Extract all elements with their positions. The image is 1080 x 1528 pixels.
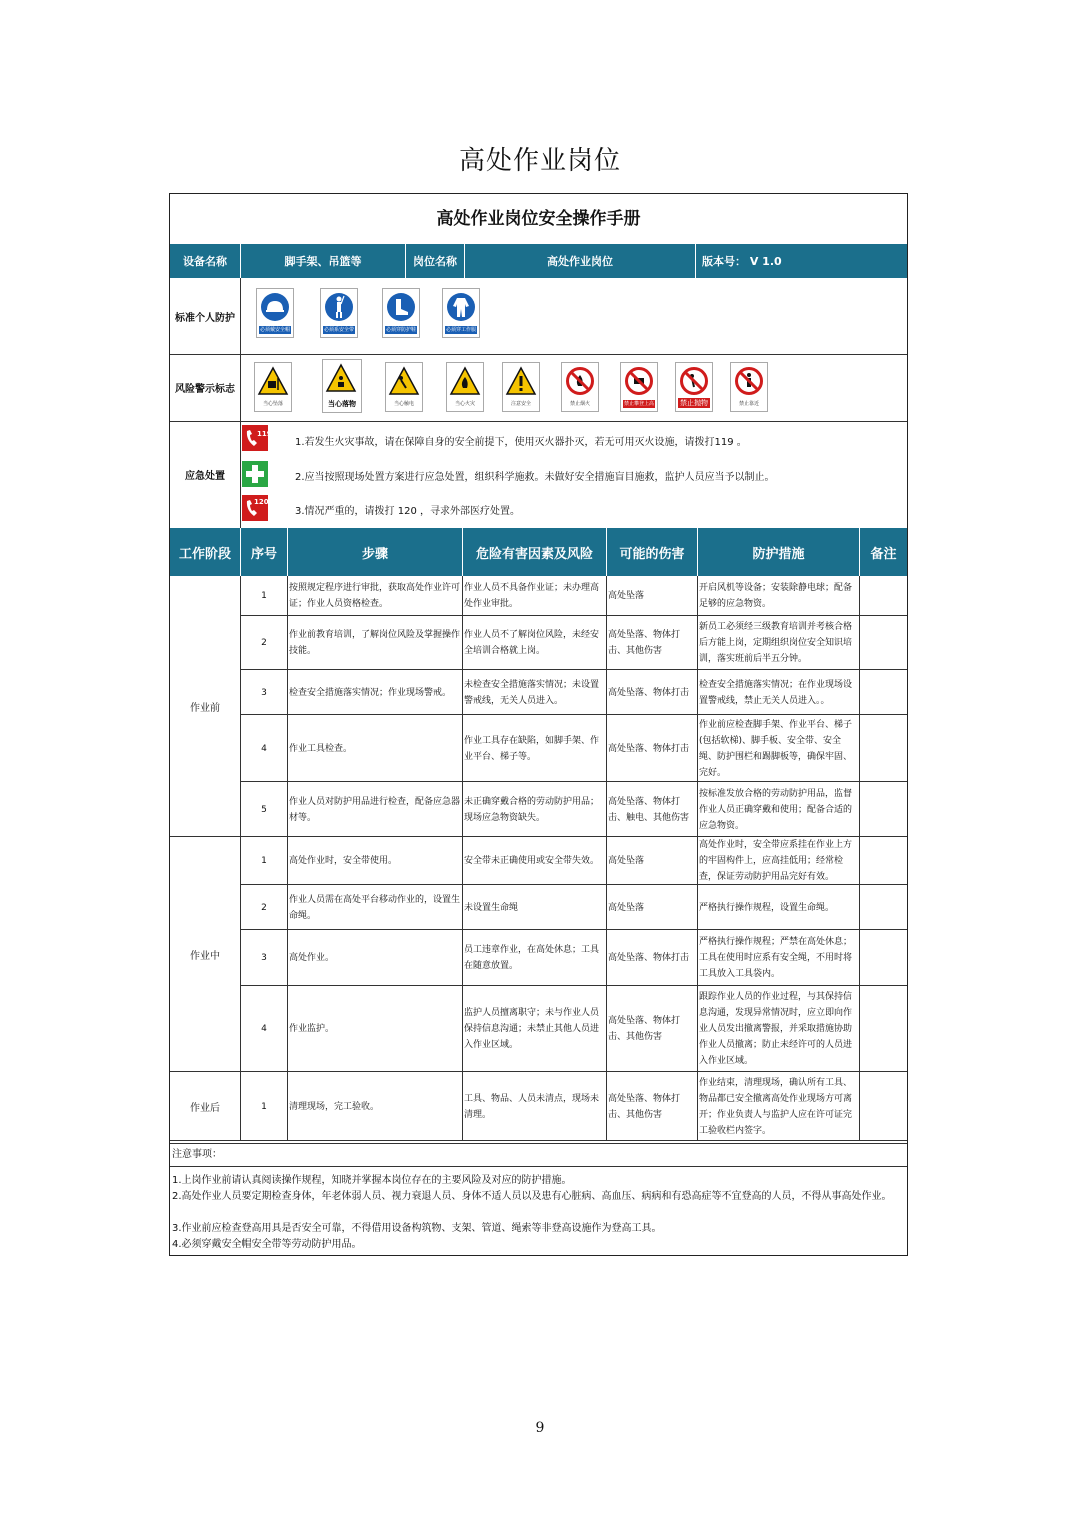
cell-step: 作业人员需在高处平台移动作业的，设置生命绳。 [289, 894, 461, 921]
manual-sheet [169, 193, 908, 1256]
notes-item: 3.作业前应检查登高用具是否安全可靠，不得借用设备构筑物、支架、管道、绳索等非登高设施作为登高工具。 [172, 1223, 662, 1234]
emergency-item-rescue: 2.应当按照现场处置方案进行应急处置，组织科学施救。未做好安全措施盲目施救，监护人员应当予以制止。 [295, 472, 775, 483]
first-aid-cross-icon [242, 461, 268, 487]
cell-measure: 作业结束，清理现场，确认所有工具、物品都已安全撤离高处作业现场方可离开；作业负责人与监护人应在许可证完工验收栏内签字。 [699, 1077, 853, 1136]
table-row [170, 782, 907, 837]
cell-note [860, 782, 907, 837]
cell-no: 3 [261, 687, 267, 698]
forklift-warning-icon: 当心坠落 [254, 362, 292, 412]
emergency-label: 应急处置 [185, 471, 225, 482]
svg-text:119: 119 [257, 430, 272, 438]
table-row [170, 670, 907, 715]
phone-120-icon [242, 495, 268, 521]
emergency-row [170, 421, 907, 528]
cell-note [860, 930, 907, 986]
svg-text:120: 120 [254, 498, 269, 506]
table-row [170, 885, 907, 930]
cell-no: 1 [261, 591, 267, 601]
table-row [170, 576, 907, 616]
table-header-row [170, 528, 907, 576]
table-row [170, 715, 907, 782]
col-hazard: 危险有害因素及风险 [475, 546, 593, 562]
cell-harm: 高处坠落、物体打击 [608, 687, 690, 698]
warning-label: 风险警示标志 [175, 384, 235, 395]
version-label: 版本号： V 1.0 [702, 255, 782, 268]
cell-no: 4 [261, 1024, 267, 1034]
cell-step: 作业监护。 [289, 1024, 335, 1034]
col-note: 备注 [870, 546, 897, 562]
cell-harm: 高处坠落、物体打击、触电、其他伤害 [608, 796, 690, 823]
notes-item: 2.高处作业人员要定期检查身体，年老体弱人员、视力衰退人员、身体不适人员以及患有心脏病、高血压、病病和有恐高症等不宜登高的人员，不得从事高处作业。 [172, 1191, 892, 1202]
cell-note [860, 837, 907, 885]
cell-hazard: 安全带未正确使用或安全带失效。 [464, 856, 600, 866]
cell-step: 高处作业时，安全带使用。 [289, 856, 398, 866]
cell-measure: 新员工必须经三级教育培训并考核合格后方能上岗，定期组织岗位安全知识培训，落实班前后半五分钟。 [699, 622, 853, 664]
manual-title: 高处作业岗位安全操作手册 [436, 209, 641, 229]
cell-note [860, 576, 907, 616]
no-climbing-icon: 禁止攀登上高 [620, 362, 658, 412]
cell-harm: 高处坠落、物体打击、其他伤害 [608, 630, 681, 656]
cell-harm: 高处坠落、物体打击 [608, 743, 690, 754]
no-throwing-icon: 禁止抛物 [675, 362, 713, 412]
cell-harm: 高处坠落、物体打击、其他伤害 [608, 1016, 681, 1042]
page-number: 9 [535, 1420, 545, 1436]
table-row [170, 1072, 907, 1141]
equipment-value: 脚手架、吊篮等 [284, 255, 362, 268]
ppe-label: 标准个人防护 [175, 312, 235, 324]
cell-no: 2 [261, 902, 267, 913]
stage-label: 作业前 [190, 703, 220, 714]
stage-label: 作业后 [190, 1103, 220, 1114]
notes-item: 1.上岗作业前请认真阅读操作规程，知晓并掌握本岗位存在的主要风险及对应的防护措施。 [172, 1175, 572, 1186]
cell-no: 3 [261, 953, 267, 963]
safety-harness-icon: 必须系安全带 [320, 288, 358, 338]
no-entry-icon: 禁止靠近 [730, 362, 768, 412]
cell-hazard: 未正确穿戴合格的劳动防护用品；现场应急物资缺失。 [464, 796, 600, 823]
phone-119-icon [242, 425, 272, 451]
cell-measure: 开启风机等设备；安装除静电球；配备足够的应急物资。 [699, 583, 853, 609]
table-row [170, 837, 907, 885]
cell-measure: 跟踪作业人员的作业过程，与其保持信息沟通，发现异常情况时，应立即向作业人员发出撤离警报，并采取措施协助作业人员撤离；防止未经许可的人员进入作业区域。 [699, 992, 853, 1066]
cell-note [860, 986, 907, 1072]
cell-measure: 按标准发放合格的劳动防护用品，监督作业人员正确穿戴和使用；配备合适的应急物资。 [699, 788, 853, 831]
cell-hazard: 员工违章作业，在高处休息；工具在随意放置。 [464, 945, 600, 971]
cell-step: 清理现场，完工验收。 [289, 1101, 380, 1112]
notes-title: 注意事项： [172, 1149, 222, 1160]
no-fire-icon: 禁止烟火 [561, 362, 599, 412]
table-body [170, 576, 907, 1143]
cell-step: 按照规定程序进行审批，获取高处作业许可证；作业人员资格检查。 [289, 583, 461, 609]
cell-measure: 检查安全措施落实情况；在作业现场设置警戒线，禁止无关人员进入。。 [699, 679, 853, 706]
cell-harm: 高处坠落 [608, 856, 645, 866]
caution-warning-icon: 注意安全 [502, 362, 540, 412]
col-stage: 工作阶段 [178, 546, 231, 562]
cell-harm: 高处坠落、物体打击 [608, 953, 690, 963]
emergency-item-medical: 3.情况严重的，请拨打 120 ，寻求外部医疗处置。 [295, 506, 520, 517]
cell-hazard: 作业工具存在缺陷，如脚手架、作业平台、梯子等。 [464, 735, 600, 762]
page-title: 高处作业岗位 [458, 146, 621, 176]
cell-hazard: 未设置生命绳 [464, 902, 519, 913]
cell-hazard: 作业人员不具备作业证；未办理高处作业审批。 [464, 583, 600, 609]
cell-note [860, 715, 907, 782]
electric-shock-warning-icon: 当心触电 [385, 362, 423, 412]
notes-item: 4.必须穿戴安全帽安全带等劳动防护用品。 [172, 1239, 362, 1250]
cell-hazard: 作业人员不了解岗位风险，未经安全培训合格就上岗。 [464, 630, 600, 656]
ppe-row [170, 278, 907, 354]
col-measure: 防护措施 [752, 546, 805, 562]
post-label: 岗位名称 [413, 255, 457, 268]
equipment-header-row [170, 244, 907, 278]
cell-note [860, 1072, 907, 1141]
cell-harm: 高处坠落 [608, 591, 645, 601]
post-value: 高处作业岗位 [547, 255, 613, 268]
cell-measure: 作业前应检查脚手架、作业平台、梯子(包括软梯)、脚手板、安全带、安全绳、防护围栏和踢脚板等，确保牢固、完好。 [699, 719, 853, 778]
cell-step: 作业人员对防护用品进行检查，配备应急器材等。 [289, 796, 461, 823]
cell-note [860, 670, 907, 715]
cell-measure: 高处作业时，安全带应系挂在作业上方的牢固构件上，应高挂低用；经常检查，保证劳动防护用品完好有效。 [699, 840, 853, 882]
stage-label: 作业中 [190, 951, 220, 962]
equipment-label: 设备名称 [183, 255, 227, 268]
table-row [170, 986, 907, 1072]
cell-no: 2 [261, 638, 267, 648]
cell-step: 检查安全措施落实情况；作业现场警戒。 [289, 687, 452, 698]
cell-hazard: 未检查安全措施落实情况；未设置警戒线，无关人员进入。 [464, 679, 600, 706]
cell-hazard: 工具、物品、人员未清点，现场未清理。 [464, 1093, 600, 1120]
cell-no: 1 [261, 1101, 267, 1112]
col-harm: 可能的伤害 [619, 546, 685, 562]
cell-note [860, 616, 907, 670]
cell-no: 1 [261, 856, 267, 866]
safety-boots-icon: 必须穿防护鞋 [382, 288, 420, 338]
work-clothes-icon: 必须穿工作服 [442, 288, 480, 338]
cell-harm: 高处坠落 [608, 902, 645, 913]
cell-hazard: 监护人员擅离职守；未与作业人员保持信息沟通；未禁止其他人员进入作业区域。 [464, 1008, 600, 1050]
cell-note [860, 885, 907, 930]
cell-step: 作业工具检查。 [289, 743, 353, 754]
table-row [170, 930, 907, 986]
fire-warning-icon: 当心火灾 [446, 362, 484, 412]
falling-object-warning-icon: 当心落物 [322, 359, 362, 413]
emergency-item-fire: 1.若发生火灾事故，请在保障自身的安全前提下，使用灭火器扑灭，若无可用灭火设施，请拨打119 。 [295, 437, 747, 448]
cell-step: 作业前教育培训，了解岗位风险及掌握操作技能。 [289, 630, 461, 656]
cell-no: 4 [261, 743, 267, 754]
col-no: 序号 [250, 546, 277, 562]
cell-measure: 严格执行操作规程；严禁在高处休息；工具在使用时应系有安全绳，不用时将工具放入工具袋内。 [699, 937, 853, 979]
table-row [170, 616, 907, 670]
cell-no: 5 [261, 804, 267, 815]
cell-harm: 高处坠落、物体打击、其他伤害 [608, 1093, 681, 1120]
hard-hat-icon: 必须戴安全帽 [256, 288, 294, 338]
warning-row [170, 354, 907, 421]
cell-measure: 严格执行操作规程，设置生命绳。 [699, 902, 835, 913]
col-step: 步骤 [361, 546, 388, 562]
cell-step: 高处作业。 [289, 953, 335, 963]
